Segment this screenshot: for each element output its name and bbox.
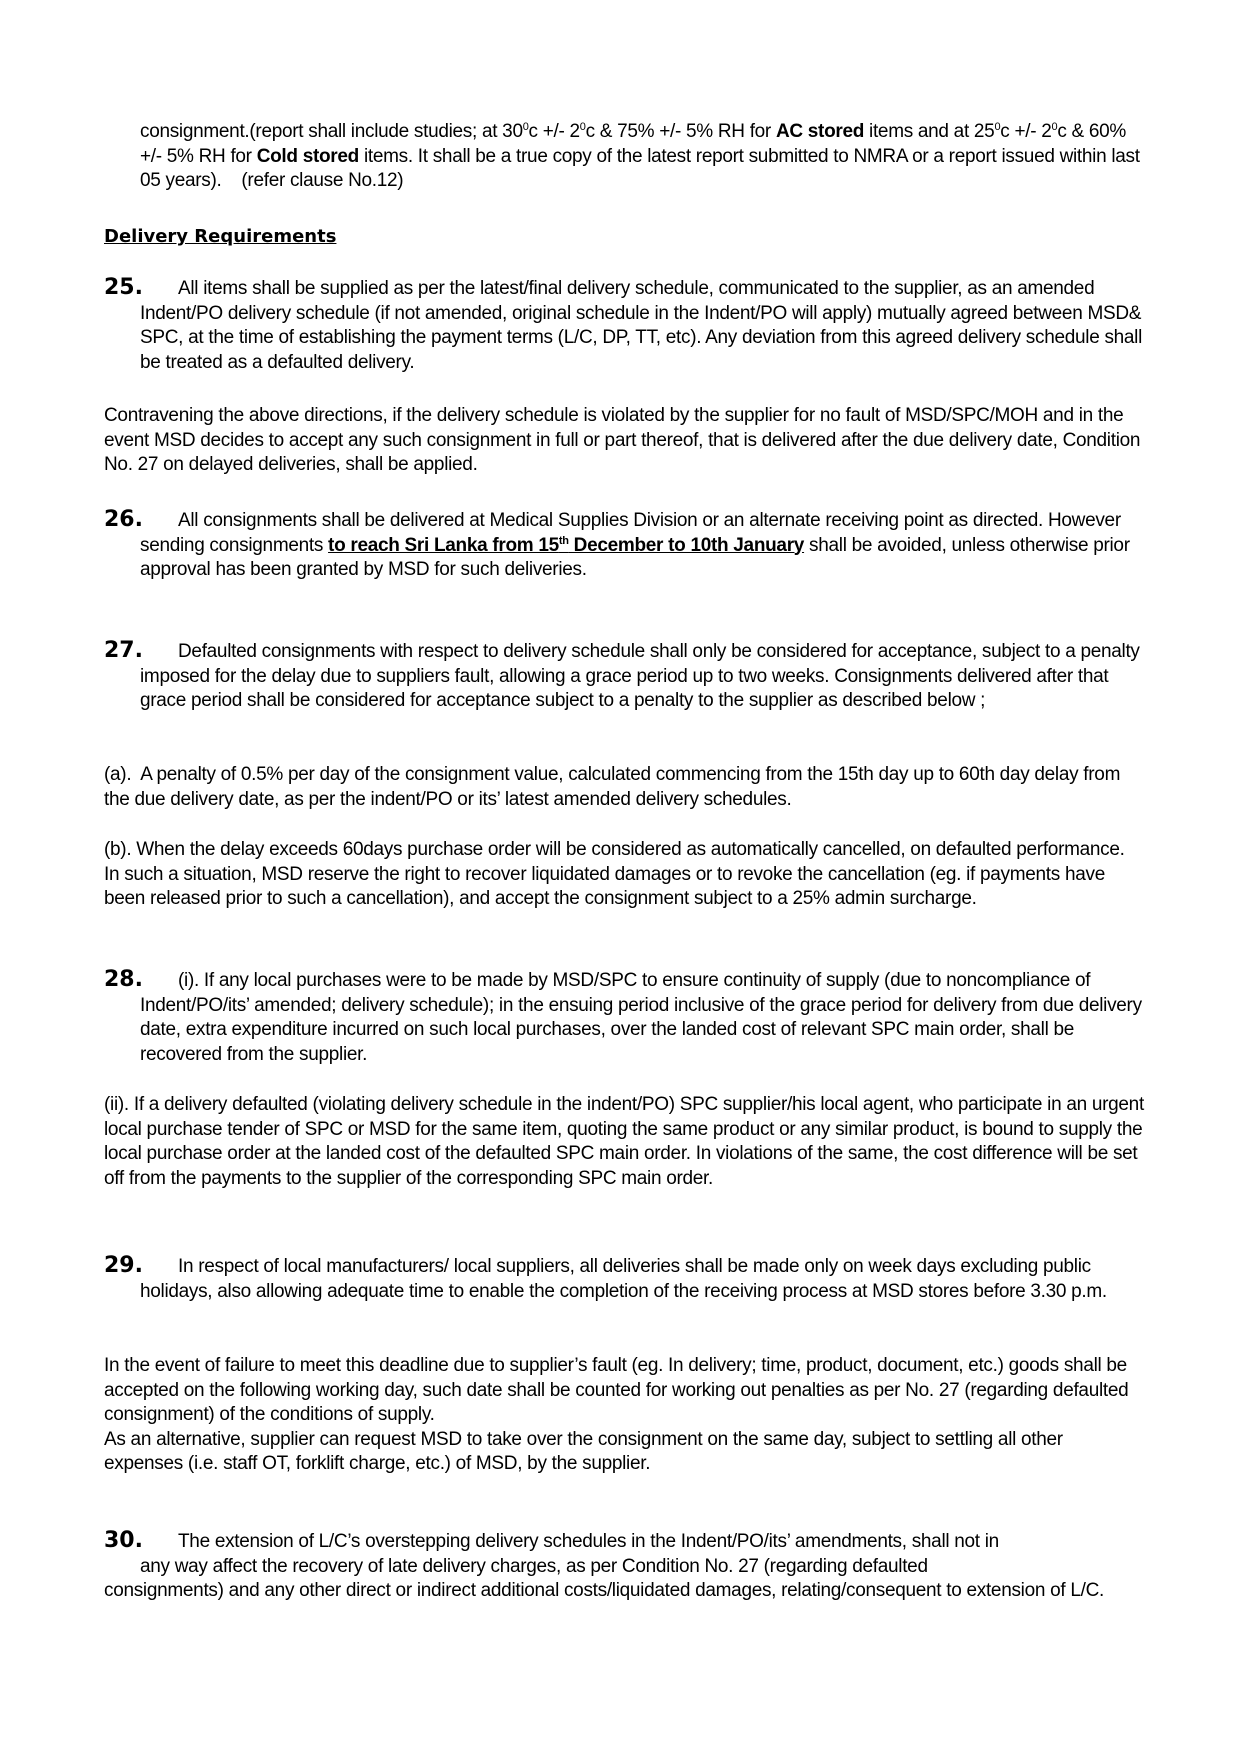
emphasis-text: December to 10th January (568, 534, 805, 556)
clause-25-note (104, 404, 1144, 478)
clause-text: In respect of local manufacturers/ local suppliers, all deliveries shall be made only on week days excluding public holidays, also allowing adequate time to enable the completion of the receiving process at MSD stores before 3.30 p.m. (140, 1256, 1107, 1302)
superscript: 0 (1051, 121, 1058, 133)
clause-29 (104, 1254, 1144, 1304)
intro-text: c & 60% +/- 5% RH for (140, 121, 1126, 167)
clause-text: The extension of L/C’s overstepping delivery schedules in the Indent/PO/its’ amendments, shall not in (178, 1531, 999, 1552)
clause-27-sub-a (104, 763, 1144, 812)
clause-28 (104, 968, 1144, 1067)
intro-text: c +/- 2 (1000, 121, 1052, 142)
clause-number: 30. (104, 1528, 143, 1553)
clause-text: any way affect the recovery of late delivery charges, as per Condition No. 27 (regarding defaulted (140, 1555, 928, 1577)
clause-text: consignments) and any other direct or indirect additional costs/liquidated damages, relating/consequent to extension of L/C. (104, 1580, 1104, 1601)
sub-clause-text: (b). When the delay exceeds 60days purchase order will be considered as automatically cancelled, on defaulted performance. In such a situation, MSD reserve the right to recover liquidated damages or to revoke the cancellation (eg. if payments have been released prior to such a cancellation), and accept the consignment subject to a 25% admin surcharge. (104, 839, 1125, 909)
superscript: th (558, 534, 569, 547)
superscript: 0 (579, 121, 586, 133)
intro-paragraph (104, 120, 1144, 194)
intro-text: c & 75% +/- 5% RH for (585, 121, 776, 142)
section-heading: Delivery Requirements (104, 226, 337, 247)
superscript: 0 (522, 121, 529, 133)
clause-text: All consignments shall be delivered at Medical Supplies Division or an alternate receiving point as directed. However sending consignments (140, 510, 1121, 556)
clause-number: 28. (104, 967, 143, 992)
sub-clause-text: (a). A penalty of 0.5% per day of the consignment value, calculated commencing from the 15th day up to 60th day delay from the due delivery date, as per the indent/PO or its’ latest amended delivery schedules. (104, 764, 1121, 810)
intro-text: items and at 25 (864, 121, 995, 142)
clause-number: 25. (104, 275, 143, 300)
clause-note-text: As an alternative, supplier can request MSD to take over the consignment on the same day, subject to settling all other expenses (i.e. staff OT, forklift charge, etc.) of MSD, by the supplier. (104, 1428, 1063, 1474)
clause-number: 27. (104, 638, 143, 663)
clause-28-sub-ii (104, 1093, 1144, 1191)
intro-text: consignment.(report shall include studies; at 30 (140, 121, 523, 142)
ac-stored-bold: AC stored (775, 121, 865, 142)
clause-30 (104, 1529, 1144, 1604)
cold-stored-bold: Cold stored (256, 145, 359, 167)
clause-29-note (104, 1354, 1144, 1477)
clause-note-text: In the event of failure to meet this deadline due to supplier’s fault (eg. In delivery; time, product, document, etc.) goods shall be accepted on the following working day, such date shall be counted for working out penalties as per No. 27 (regarding defaulted consignment) of the conditions of supply. (104, 1355, 1129, 1425)
holiday-period-emphasis (328, 535, 804, 556)
emphasis-text: to reach Sri Lanka from 15 (328, 534, 559, 556)
clause-number: 26. (104, 507, 143, 532)
superscript: 0 (994, 121, 1001, 133)
clause-text: (i). If any local purchases were to be made by MSD/SPC to ensure continuity of supply (due to noncompliance of Indent/PO/its’ amended; delivery schedule); in the ensuing period inclusive of the grace period for delivery from due delivery date, extra expenditure incurred on such local purchases, over the landed cost of relevant SPC main order, shall be recovered from the supplier. (140, 970, 1142, 1065)
clause-number: 29. (104, 1253, 143, 1278)
clause-note-text: Contravening the above directions, if the delivery schedule is violated by the supplier for no fault of MSD/SPC/MOH and in the event MSD decides to accept any such consignment in full or part thereof, that is delivered after the due delivery date, Condition No. 27 on delayed deliveries, shall be applied. (104, 405, 1141, 475)
clause-text: Defaulted consignments with respect to delivery schedule shall only be considered for acceptance, subject to a penalty imposed for the delay due to suppliers fault, allowing a grace period up to two weeks. Consignments delivered after that grace period shall be considered for acceptance subject to a penalty to the supplier as described below ; (140, 641, 1140, 711)
clause-27-sub-b (104, 838, 1144, 912)
sub-clause-text: (ii). If a delivery defaulted (violating delivery schedule in the indent/PO) SPC supplier/his local agent, who participate in an urgent local purchase tender of SPC or MSD for the same item, quoting the same product or any similar product, is bound to supply the local purchase order at the landed cost of the defaulted SPC main order. In violations of the same, the cost difference will be set off from the payments to the supplier of the corresponding SPC main order. (104, 1094, 1144, 1189)
intro-text: items. It shall be a true copy of the latest report submitted to NMRA or a report issued within last 05 years). (refer clause No.12) (140, 145, 1140, 191)
clause-26 (104, 508, 1144, 583)
clause-25 (104, 276, 1144, 375)
clause-27 (104, 639, 1144, 714)
clause-text: All items shall be supplied as per the latest/final delivery schedule, communicated to the supplier, as an amended Indent/PO delivery schedule (if not amended, original schedule in the Indent/PO will apply) mutually agreed between MSD& SPC, at the time of establishing the payment terms (L/C, DP, TT, etc). Any deviation from this agreed delivery schedule shall be treated as a defaulted delivery. (140, 278, 1143, 373)
intro-text: c +/- 2 (528, 121, 580, 142)
clause-text: shall be avoided, unless otherwise prior approval has been granted by MSD for such deliveries. (140, 534, 1130, 580)
